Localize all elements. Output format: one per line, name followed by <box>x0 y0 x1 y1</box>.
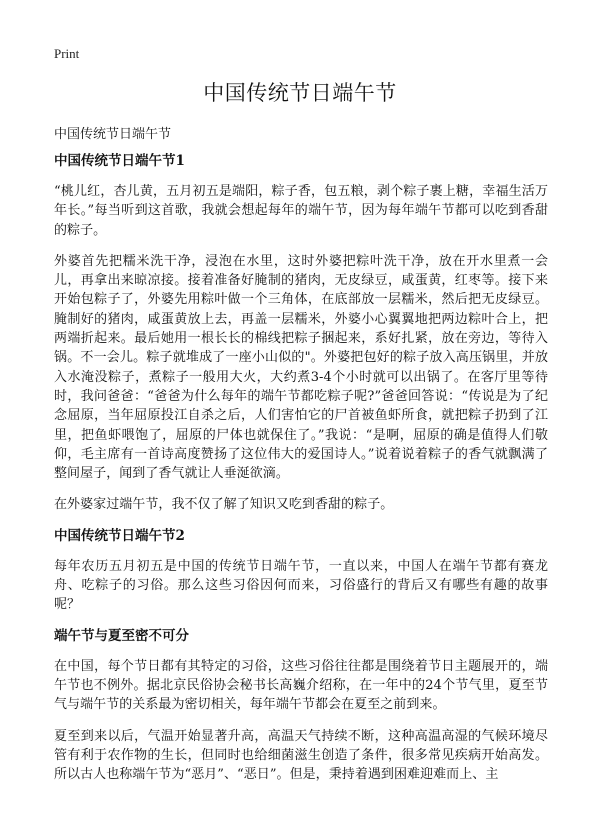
paragraph: 夏至到来以后，气温开始显著升高，高温天气持续不断，这种高温高湿的气候环境尽管有利于农作物的生长，但同时也给细菌滋生创造了条件，很多常见疾病开始高发。所以古人也称端午节为“恶月”、“恶日”。但是，秉持着遇到困难迎难而上、主 <box>54 728 548 783</box>
print-link[interactable]: Print <box>54 46 80 61</box>
document-subtitle: 中国传统节日端午节 <box>54 127 172 142</box>
paragraph: “桃儿红，杏儿黄，五月初五是端阳，粽子香，包五粮，剥个粽子裹上糖，幸福生活万年长。”每当听到这首歌，我就会想起每年的端午节，因为每年端午节都可以吃到香甜的粽子。 <box>54 184 548 238</box>
section-1 <box>54 152 548 515</box>
section-heading: 中国传统节日端午节2 <box>54 527 185 544</box>
section-3 <box>54 627 548 785</box>
section-heading: 端午节与夏至密不可分 <box>54 627 189 644</box>
paragraph: 外婆首先把糯米洗干净，浸泡在水里，这时外婆把粽叶洗干净，放在开水里煮一会儿，再拿出来晾凉接。接着准备好腌制的猪肉，无皮绿豆，咸蛋黄，红枣等。接下来开始包粽子了，外婆先用粽叶做一个三角体，在底部放一层糯米，然后把无皮绿豆。腌制好的猪肉，咸蛋黄放上去，再盖一层糯米，外婆小心翼翼地把两边粽叶合上，把两端折起来。最后她用一根长长的棉线把粽子捆起来，系好扎紧，放在旁边，等待入锅。不一会儿。粽子就堆成了一座小山似的"。外婆把包好的粽子放入高压锅里，并放入水淹没粽子，煮粽子一般用大火，大约煮3-4个小时就可以出锅了。在客厅里等待时，我问爸爸：“爸爸为什么每年的端午节都吃粽子呢?”爸爸回答说：“传说是为了纪念屈原，当年屈原投江自杀之后，人们害怕它的尸首被鱼虾所食，就把粽子扔到了江里，把鱼虾喂饱了，屈原的尸体也就保住了。”我说：“是啊，屈原的确是值得人们敬仰，毛主席有一首诗高度赞扬了这位伟大的爱国诗人。”说着说着粽子的香气就飘满了整间屋子，闻到了香气就让人垂涎欲滴。 <box>54 253 548 482</box>
section-2 <box>54 527 548 615</box>
article-body <box>54 152 548 796</box>
paragraph: 在外婆家过端午节，我不仅了解了知识又吃到香甜的粽子。 <box>54 497 394 513</box>
section-heading: 中国传统节日端午节1 <box>54 153 185 169</box>
paragraph: 每年农历五月初五是中国的传统节日端午节，一直以来，中国人在端午节都有赛龙舟、吃粽子的习俗。那么这些习俗因何而来，习俗盛行的背后又有哪些有趣的故事呢？ <box>54 558 548 613</box>
paragraph: 在中国，每个节日都有其特定的习俗，这些习俗往往都是围绕着节日主题展开的，端午节也不例外。据北京民俗协会秘书长高巍介绍称，在一年中的24个节气里，夏至节气与端午节的关系最为密切相关，每年端午节都会在夏至之前到来。 <box>54 658 548 713</box>
document-title: 中国传统节日端午节 <box>203 81 397 105</box>
